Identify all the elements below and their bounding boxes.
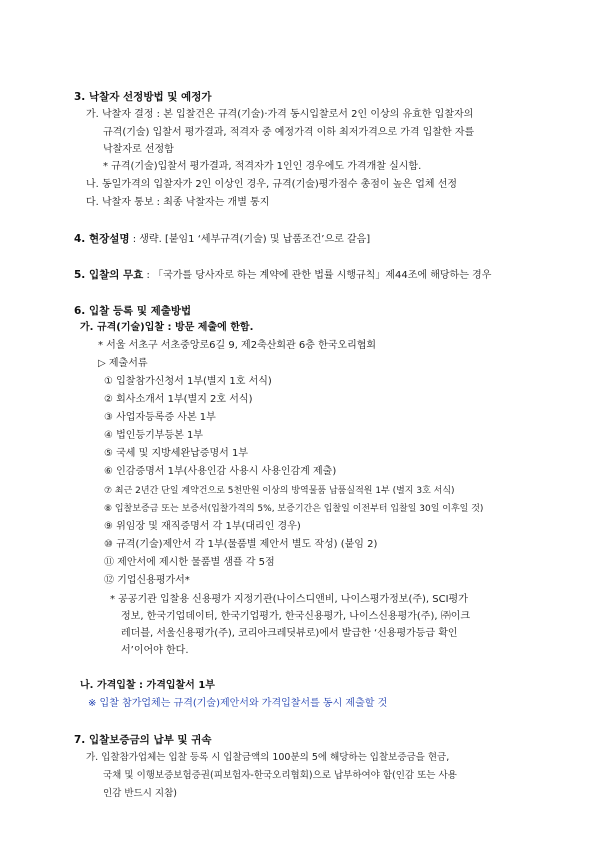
section-4-text: : 생략. [붙임1 ‘세부규격(기술) 및 납품조건’으로 갈음] — [132, 234, 371, 245]
section-3-da: 다. 낙찰자 통보 : 최종 낙찰자는 개별 통지 — [86, 197, 270, 208]
credit-note-line3: 레더블, 서울신용평가(주), 코리아크레딧뷰로)에서 발급한 ‘신용평가등급 확인 — [121, 628, 458, 639]
section-6-docs-title: ▷ 제출서류 — [98, 358, 148, 369]
doc-item-9: ⑨ 위임장 및 재직증명서 각 1부(대리인 경우) — [104, 521, 301, 532]
doc-item-2: ② 회사소개서 1부(별지 2호 서식) — [104, 394, 253, 405]
section-3-ga-line1: 가. 낙찰자 결정 : 본 입찰건은 규격(기술)·가격 동시입찰로서 2인 이상의 유효한 입찰자의 — [86, 109, 474, 120]
section-7-ga-line1: 가. 입찰참가업체는 입찰 등록 시 입찰금액의 100분의 5에 해당하는 입찰보증금을 현금, — [86, 752, 450, 763]
credit-note-line1: * 공공기관 입찰용 신용평가 지정기관(나이스디앤비, 나이스평가정보(주), SCI평가 — [110, 594, 468, 605]
section-6-ga-heading: 가. 규격(기술)입찰 : 방문 제출에 한함. — [80, 322, 254, 333]
section-3-ga-line2: 규격(기술) 입찰서 평가결과, 적격자 중 예정가격 이하 최저가격으로 가격 입찰한 자를 — [103, 127, 475, 138]
doc-item-10: ⑩ 규격(기술)제안서 각 1부(물품별 제안서 별도 작성) (붙임 2) — [104, 539, 378, 550]
section-5-text: : 「국가를 당사자로 하는 계약에 관한 법률 시행규칙」제44조에 해당하는 경우 — [146, 270, 492, 281]
section-3-note: * 규격(기술)입찰서 평가결과, 적격자가 1인인 경우에도 가격개찰 실시함. — [103, 161, 422, 172]
section-5-heading: 5. 입찰의 무효 — [74, 269, 144, 281]
doc-item-3: ③ 사업자등록증 사본 1부 — [104, 412, 216, 423]
section-3-ga-line3: 낙찰자로 선정함 — [103, 144, 174, 155]
credit-note-line2: 정보, 한국기업데이터, 한국기업평가, 한국신용평가, 나이스신용평가(주), ㈜이크 — [121, 611, 471, 622]
section-6-na-note: ※ 입찰 참가업체는 규격(기술)제안서와 가격입찰서를 동시 제출할 것 — [88, 698, 388, 709]
section-7-ga-line2: 국채 및 이행보증보험증권(피보험자-한국오리협회)으로 납부하여야 함(인감 또는 사용 — [103, 770, 457, 781]
section-6-na-heading: 나. 가격입찰 : 가격입찰서 1부 — [80, 680, 215, 691]
doc-item-6: ⑥ 인감증명서 1부(사용인감 사용시 사용인감계 제출) — [104, 466, 337, 477]
section-3-heading: 3. 낙찰자 선정방법 및 예정가 — [74, 91, 212, 103]
doc-item-5: ⑤ 국세 및 지방세완납증명서 1부 — [104, 448, 248, 459]
section-6-heading: 6. 입찰 등록 및 제출방법 — [74, 305, 192, 317]
section-7-heading: 7. 입찰보증금의 납부 및 귀속 — [74, 734, 212, 746]
doc-item-1: ① 입찰참가신청서 1부(별지 1호 서식) — [104, 376, 272, 387]
section-7-ga-line3: 인감 반드시 지참) — [103, 788, 177, 799]
doc-item-4: ④ 법인등기부등본 1부 — [104, 430, 203, 441]
doc-item-7: ⑦ 최근 2년간 단일 계약건으로 5천만원 이상의 방역물품 납품실적원 1부 (별지 3호 서식) — [104, 486, 455, 496]
section-4-heading: 4. 현장설명 — [74, 233, 130, 245]
doc-item-12: ⑫ 기업신용평가서* — [104, 575, 190, 586]
section-4-line — [74, 232, 370, 247]
section-3-na: 나. 동일가격의 입찰자가 2인 이상인 경우, 규격(기술)평가점수 총점이 높은 업체 선정 — [86, 179, 458, 190]
doc-item-8: ⑧ 입찰보증금 또는 보증서(입찰가격의 5%, 보증기간은 입찰일 이전부터 입찰일 30일 이후일 것) — [104, 504, 484, 514]
doc-item-11: ⑪ 제안서에 제시한 물품별 샘플 각 5점 — [104, 557, 275, 568]
credit-note-line4: 서’이어야 한다. — [121, 645, 189, 656]
section-6-address: * 서울 서초구 서초중앙로6길 9, 제2축산회관 6층 한국오리협회 — [98, 340, 377, 351]
section-5-line — [74, 268, 491, 283]
